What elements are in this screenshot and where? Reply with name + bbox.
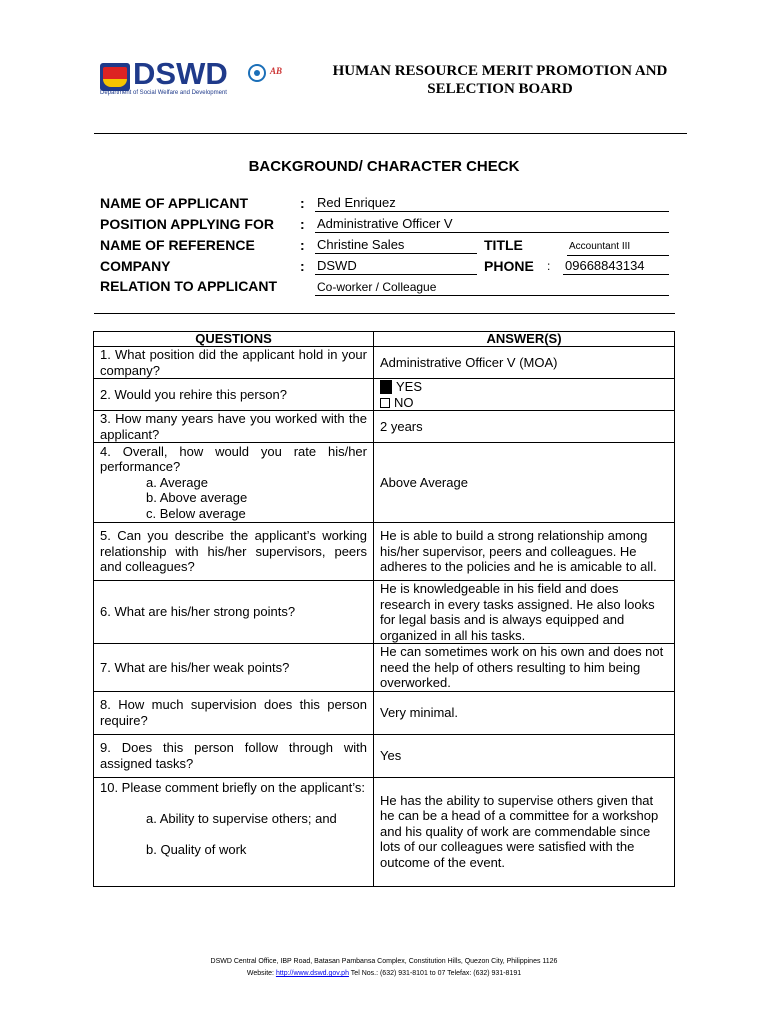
question-10	[94, 777, 374, 886]
title-field[interactable]: Accountant III	[567, 238, 669, 256]
iso-certification-icon: AB	[270, 66, 283, 76]
position-label: POSITION APPLYING FOR	[100, 216, 274, 232]
rating-option-below-average: c. Below average	[146, 505, 246, 521]
rating-option-average: a. Average	[146, 474, 208, 490]
colon: :	[547, 259, 551, 273]
relation-label: RELATION TO APPLICANT	[100, 278, 278, 294]
question-6: 6. What are his/her strong points?	[94, 581, 374, 644]
question-4	[94, 443, 374, 523]
relation-field[interactable]: Co-worker / Colleague	[315, 278, 669, 296]
table-row	[94, 734, 675, 777]
answer-5[interactable]: He is able to build a strong relationship among his/her supervisor, peers and colleagues. He adheres to the policies and he is amicable to all.	[374, 523, 675, 581]
form-divider	[94, 313, 675, 314]
checked-checkbox-icon[interactable]	[380, 380, 392, 394]
answer-7[interactable]: He can sometimes work on his own and does not need the help of others resulting to him being overworked.	[374, 644, 675, 692]
table-header-row	[94, 332, 675, 347]
rating-option-above-average: b. Above average	[146, 490, 248, 506]
position-field[interactable]: Administrative Officer V	[315, 215, 669, 233]
header-title-line1: HUMAN RESOURCE MERIT PROMOTION AND	[332, 63, 668, 79]
header-divider	[94, 133, 687, 134]
applicant-name-label: NAME OF APPLICANT	[100, 195, 249, 211]
question-5: 5. Can you describe the applicant’s working relationship with his/her supervisors, peers and colleagues?	[94, 523, 374, 581]
answer-4[interactable]: Above Average	[374, 443, 675, 523]
document-title: BACKGROUND/ CHARACTER CHECK	[248, 158, 520, 175]
yes-label: YES	[396, 379, 423, 394]
no-label: NO	[394, 394, 414, 410]
colon: :	[300, 195, 305, 211]
header-title	[310, 62, 690, 98]
answer-8[interactable]: Very minimal.	[374, 691, 675, 734]
question-10-item-a: a. Ability to supervise others; and	[146, 811, 337, 826]
table-row	[94, 581, 675, 644]
question-4-text: 4. Overall, how would you rate his/her performance?	[100, 443, 367, 475]
answer-10[interactable]: He has the ability to supervise others given that he can be a head of a committee for a workshop and his quality of work are commendable since lots of our colleagues were satisfied with the outcome of the event.	[374, 777, 675, 886]
header-title-line2: SELECTION BOARD	[427, 81, 573, 97]
website-label: Website:	[246, 970, 274, 977]
dswd-seal-icon	[100, 63, 130, 91]
answer-9[interactable]: Yes	[374, 734, 675, 777]
rehire-yes-option[interactable]	[380, 379, 668, 395]
question-10-item-b: b. Quality of work	[146, 841, 247, 857]
table-row	[94, 443, 675, 523]
table-row	[94, 347, 675, 379]
website-link[interactable]: http://www.dswd.gov.ph	[275, 970, 349, 977]
table-row	[94, 644, 675, 692]
answer-2	[374, 379, 675, 411]
answers-column-header: ANSWER(S)	[374, 332, 675, 347]
question-3: 3. How many years have you worked with the applicant?	[94, 411, 374, 443]
question-2: 2. Would you rehire this person?	[94, 379, 374, 411]
rehire-no-option[interactable]	[380, 395, 668, 411]
table-row	[94, 379, 675, 411]
colon: :	[300, 216, 305, 232]
footer-address: DSWD Central Office, IBP Road, Batasan Pambansa Complex, Constitution Hills, Quezon City, Philippines 1126	[210, 958, 558, 965]
logo-subtitle: Department of Social Welfare and Development	[100, 90, 227, 96]
question-10-text: 10. Please comment briefly on the applicant’s:	[100, 779, 365, 795]
questions-column-header: QUESTIONS	[94, 332, 374, 347]
colon: :	[300, 258, 305, 274]
applicant-name-field[interactable]: Red Enriquez	[315, 194, 669, 212]
table-row	[94, 691, 675, 734]
colon: :	[300, 237, 305, 253]
logo-text: DSWD	[133, 56, 228, 91]
reference-name-label: NAME OF REFERENCE	[100, 237, 255, 253]
footer-contact	[0, 970, 768, 977]
question-7: 7. What are his/her weak points?	[94, 644, 374, 692]
footer-phone-numbers: Tel Nos.: (632) 931-8101 to 07 Telefax: (632) 931-8191	[350, 970, 522, 977]
dswd-logo	[100, 56, 238, 98]
question-8: 8. How much supervision does this person require?	[94, 691, 374, 734]
question-1: 1. What position did the applicant hold in your company?	[94, 347, 374, 379]
phone-field[interactable]: 09668843134	[563, 257, 669, 275]
answer-6[interactable]: He is knowledgeable in his field and does research in every tasks assigned. He also looks for legal basis and is always equipped and organized in all his tasks.	[374, 581, 675, 644]
question-9: 9. Does this person follow through with assigned tasks?	[94, 734, 374, 777]
answer-1[interactable]: Administrative Officer V (MOA)	[374, 347, 675, 379]
certification-icon	[248, 64, 266, 82]
questions-table	[93, 331, 675, 887]
table-row	[94, 777, 675, 886]
title-label: TITLE	[484, 237, 523, 253]
company-field[interactable]: DSWD	[315, 257, 477, 275]
reference-name-field[interactable]: Christine Sales	[315, 236, 477, 254]
company-label: COMPANY	[100, 258, 171, 274]
answer-3[interactable]: 2 years	[374, 411, 675, 443]
unchecked-checkbox-icon[interactable]	[380, 398, 390, 408]
table-row	[94, 411, 675, 443]
phone-label: PHONE	[484, 258, 534, 274]
table-row	[94, 523, 675, 581]
